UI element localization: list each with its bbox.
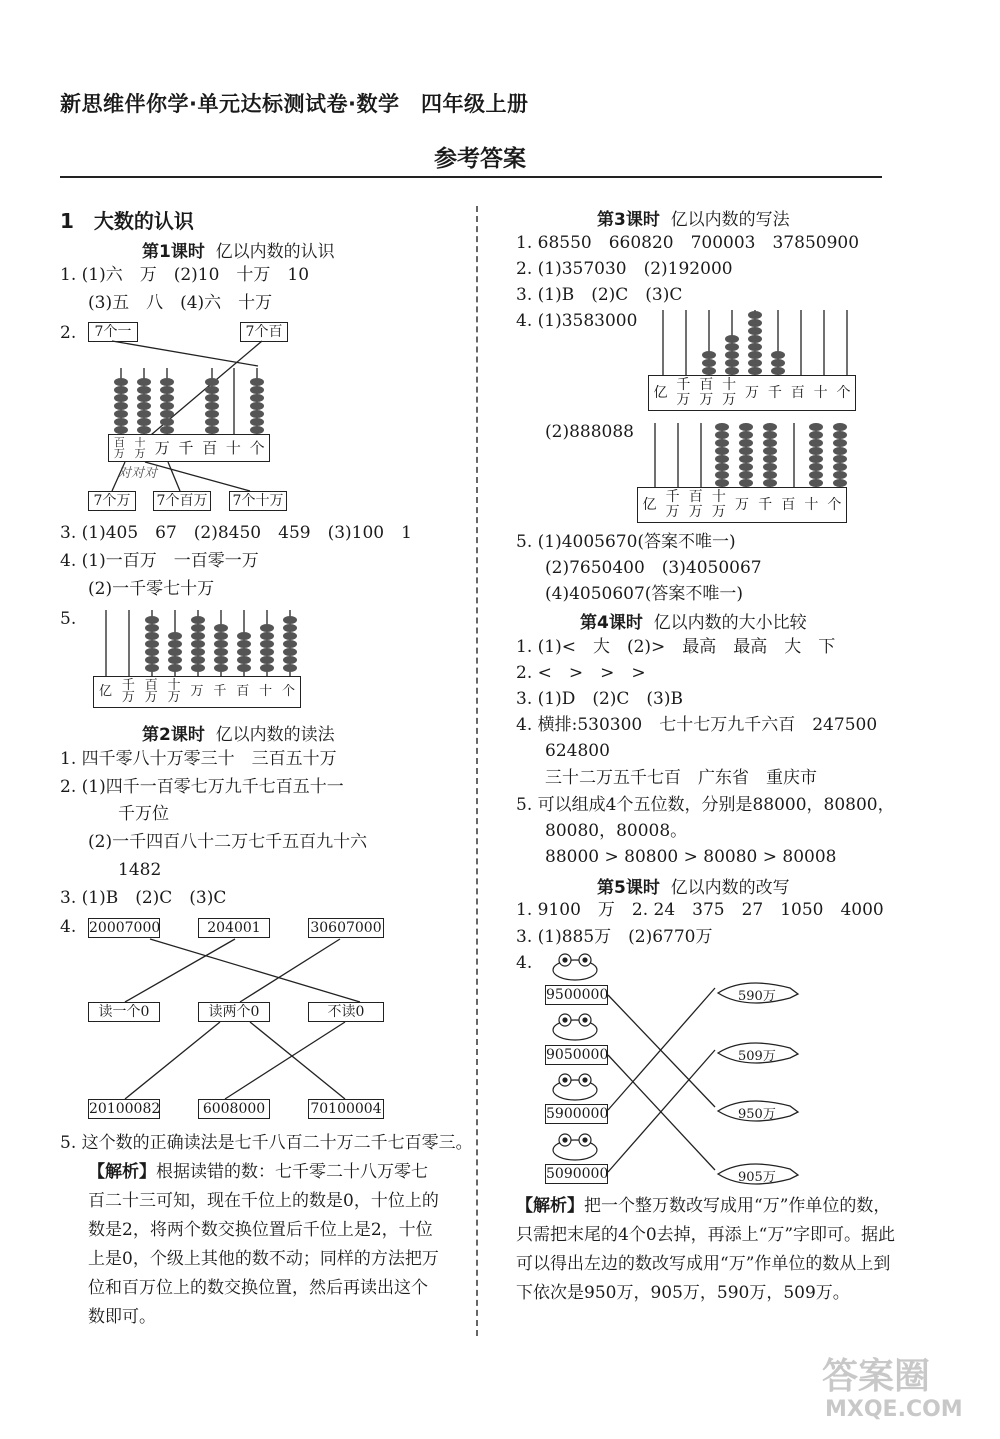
l1-q1-line2: (3)五 八 (4)六 十万 <box>88 293 273 313</box>
l5-line-1 <box>608 995 715 1107</box>
watermark-url: MXQE.COM <box>825 1397 963 1422</box>
q2-bottom-box-2: 7个百万 <box>153 491 211 511</box>
ab2-label-8: 十 <box>804 497 819 513</box>
l5-left-box-3: 5900000 <box>546 1106 609 1122</box>
l4-q5-line1: 5. 可以组成4个五位数，分别是88000，80800， <box>516 795 895 815</box>
ab1-label-6: 千 <box>767 385 782 401</box>
ab2-label-2: 千万 <box>665 489 680 520</box>
l2-q2-line2: 千万位 <box>118 804 169 824</box>
l4-q1: 1. (1)< 大 (2)> 最高 最高 大 下 <box>516 637 836 657</box>
lesson1-num: 第1课时 <box>142 242 205 262</box>
section-title: 1 大数的认识 <box>60 209 194 233</box>
lesson4-num: 第4课时 <box>580 613 643 633</box>
book-title: 新思维伴你学·单元达标测试卷·数学 四年级上册 <box>60 92 529 116</box>
l5-line-3 <box>608 988 715 1110</box>
q2-label-1: 百万 <box>113 436 125 460</box>
lesson4-text: 亿以内数的大小比较 <box>653 613 807 633</box>
l1-q5-num: 5. <box>60 609 77 629</box>
q2-label-7: 个 <box>249 439 265 457</box>
lesson2-num: 第2课时 <box>142 725 205 745</box>
l2-q1: 1. 四千零八十万零三十 三百五十万 <box>60 749 337 769</box>
ab1-label-1: 亿 <box>653 385 668 401</box>
q2-label-2: 十万 <box>134 436 146 460</box>
l3-q5-line2: (2)7650400 (3)4050067 <box>545 558 762 578</box>
q2-bottom-box-3: 7个十万 <box>229 491 287 511</box>
l4-q2: 2. < > > > <box>516 663 646 683</box>
lesson1-text: 亿以内数的认识 <box>215 242 335 262</box>
lesson5-title <box>597 873 790 898</box>
l4-q5-line3: 88000 > 80800 > 80080 > 80008 <box>545 847 837 867</box>
lesson3-text: 亿以内数的写法 <box>670 210 790 230</box>
l5-q1-q2: 1. 9100 万 2. 24 375 27 1050 4000 <box>516 900 884 920</box>
l5-analysis <box>516 1192 896 1308</box>
l2q4-bottom-box-1: 20100082 <box>89 1101 161 1117</box>
q2-label-6: 十 <box>225 439 241 457</box>
q2-bottom-box-1: 7个万 <box>88 491 136 511</box>
lesson5-num: 第5课时 <box>597 878 660 898</box>
l4-q4-line1: 4. 横排:530300 七十七万九千六百 247500 <box>516 715 878 735</box>
ab1-frame <box>648 375 856 411</box>
ab2-label-7: 百 <box>781 497 796 513</box>
l4-q3: 3. (1)D (2)C (3)B <box>516 689 683 709</box>
q5-label-2: 千万 <box>121 678 135 705</box>
l3-q2: 2. (1)357030 (2)192000 <box>516 259 733 279</box>
l5-q3: 3. (1)885万 (2)6770万 <box>516 927 713 947</box>
l2q4-top-box-1: 20007000 <box>89 920 161 936</box>
ab1-label-2: 千万 <box>676 377 691 408</box>
ab1-label-8: 十 <box>813 385 828 401</box>
ab1-beads-rod5 <box>748 311 762 375</box>
ab1-label-3: 百万 <box>699 377 714 408</box>
ab2-beads-rod5 <box>739 423 753 487</box>
watermark-logo: 答案圈 <box>822 1356 931 1397</box>
l1-q4-line2: (2)一千零七十万 <box>88 579 215 599</box>
page-title: 参考答案 <box>434 146 526 172</box>
l3-q3: 3. (1)B (2)C (3)C <box>516 285 683 305</box>
l2q4-mid-box-1: 读一个0 <box>88 1002 160 1022</box>
frog-1 <box>553 954 597 980</box>
q2-top-box-2: 7个百 <box>240 322 288 342</box>
l2-analysis-text: 根据读错的数：七千零二十八万零七百二十三可知，现在千位上的数是0，十位上的数是2，将两个数交换位置后千位上是2，十位上是0，个级上其他的数不动；同样的方法把万位和百万位上的数交换位置，然后再读出这个数即可。 <box>88 1162 439 1327</box>
q5-label-1: 亿 <box>98 684 112 699</box>
l3-q5-line3: (4)4050607(答案不唯一) <box>545 584 744 604</box>
l2q4-mid-box-3: 不读0 <box>308 1002 384 1022</box>
l2-analysis-label: 【解析】 <box>88 1162 156 1182</box>
q2-label-5: 百 <box>202 439 218 457</box>
l1-q1-line1: 1. (1)六 万 (2)10 十万 10 <box>60 265 310 285</box>
l4-q4-line3: 三十二万五千七百 广东省 重庆市 <box>545 768 817 788</box>
ab1-beads-rod6 <box>771 351 785 375</box>
leaf-label-3: 950万 <box>738 1107 776 1122</box>
q2-handwriting: 对对对 <box>118 466 158 481</box>
q5-label-9: 个 <box>282 684 296 699</box>
l4-q4-line2: 624800 <box>545 741 610 761</box>
l3-q4-2: (2)888088 <box>545 422 634 442</box>
l3-q1: 1. 68550 660820 700003 37850900 <box>516 233 860 253</box>
ab2-label-3: 百万 <box>688 489 703 520</box>
q5-label-4: 十万 <box>167 678 181 705</box>
l2-q5: 5. 这个数的正确读法是七千八百二十万二千七百零三。 <box>60 1133 473 1153</box>
leaf-label-1: 590万 <box>738 989 776 1004</box>
l2q4-top-box-3: 30607000 <box>308 918 384 938</box>
lesson3-num: 第3课时 <box>597 210 660 230</box>
l5-left-box-2: 9050000 <box>546 1047 609 1063</box>
ab1-label-9: 个 <box>836 385 851 401</box>
l5-analysis-text: 把一个整万数改写成用“万”作单位的数，只需把末尾的4个0去掉，再添上“万”字即可。据此可以得出左边的数改写成用“万”作单位的数从上到下依次是950万，905万，590万，509万。 <box>516 1196 896 1303</box>
ab1-label-7: 百 <box>790 385 805 401</box>
l2-q2-line3: (2)一千四百八十二万七千五百九十六 <box>88 832 368 852</box>
l2-q2-line4: 1482 <box>118 860 162 880</box>
frog-4 <box>553 1134 597 1160</box>
ab2-label-1: 亿 <box>642 497 657 513</box>
ab2-frame <box>637 487 847 523</box>
lesson4-title <box>580 608 807 633</box>
ab2-beads-rod6 <box>763 423 777 487</box>
l2q4-mid-box-2: 读两个0 <box>198 1002 270 1022</box>
l2-q3: 3. (1)B (2)C (3)C <box>60 888 227 908</box>
ab2-beads-rod4 <box>715 423 729 487</box>
l1-q4-line1: 4. (1)一百万 一百零一万 <box>60 551 259 571</box>
q5-label-6: 千 <box>213 684 227 699</box>
q2-label-3: 万 <box>154 439 170 457</box>
l3-q4-1: 4. (1)3583000 <box>516 311 638 331</box>
l2q4-bottom-box-3: 70100004 <box>308 1099 384 1119</box>
lesson2-text: 亿以内数的读法 <box>215 725 335 745</box>
l4-q5-line2: 80080，80008。 <box>545 821 688 841</box>
frog-3 <box>553 1074 597 1100</box>
ab1-beads-rod3 <box>702 351 716 375</box>
ab2-label-4: 十万 <box>711 489 726 520</box>
frog-2 <box>553 1014 597 1040</box>
leaf-label-2: 509万 <box>738 1049 776 1064</box>
ab2-label-6: 千 <box>758 497 773 513</box>
l5-left-box-1: 9500000 <box>546 987 609 1003</box>
ab2-label-5: 万 <box>734 497 749 513</box>
ab2-beads-rod8 <box>809 423 823 487</box>
l5-left-box-4: 5090000 <box>546 1166 609 1182</box>
ab1-label-4: 十万 <box>722 377 737 408</box>
ab2-label-9: 个 <box>827 497 842 513</box>
lesson5-text: 亿以内数的改写 <box>670 878 790 898</box>
q5-label-5: 万 <box>190 684 204 699</box>
q5-label-8: 十 <box>259 684 273 699</box>
l2q4-bottom-box-2: 6008000 <box>198 1099 270 1119</box>
leaf-label-4: 905万 <box>738 1170 776 1185</box>
l2-q2-line1: 2. (1)四千一百零七万九千七百五十一 <box>60 777 344 797</box>
ab1-beads-rod4 <box>725 335 739 375</box>
l1-q2-num: 2. <box>60 323 77 343</box>
q2-label-4: 千 <box>178 439 194 457</box>
ab1-label-5: 万 <box>744 385 759 401</box>
ab2-beads-rod9 <box>833 423 847 487</box>
l5-analysis-label: 【解析】 <box>516 1196 584 1216</box>
l3-q5-line1: 5. (1)4005670(答案不唯一) <box>516 532 736 552</box>
l5-q4-num: 4. <box>516 953 533 973</box>
l2-q4-num: 4. <box>60 917 77 937</box>
l2q4-top-box-2: 204001 <box>198 918 270 938</box>
l1-q3: 3. (1)405 67 (2)8450 459 (3)100 1 <box>60 523 412 543</box>
q5-label-3: 百万 <box>144 678 158 705</box>
q2-top-box-1: 7个一 <box>88 322 138 342</box>
q5-label-7: 百 <box>236 684 250 699</box>
